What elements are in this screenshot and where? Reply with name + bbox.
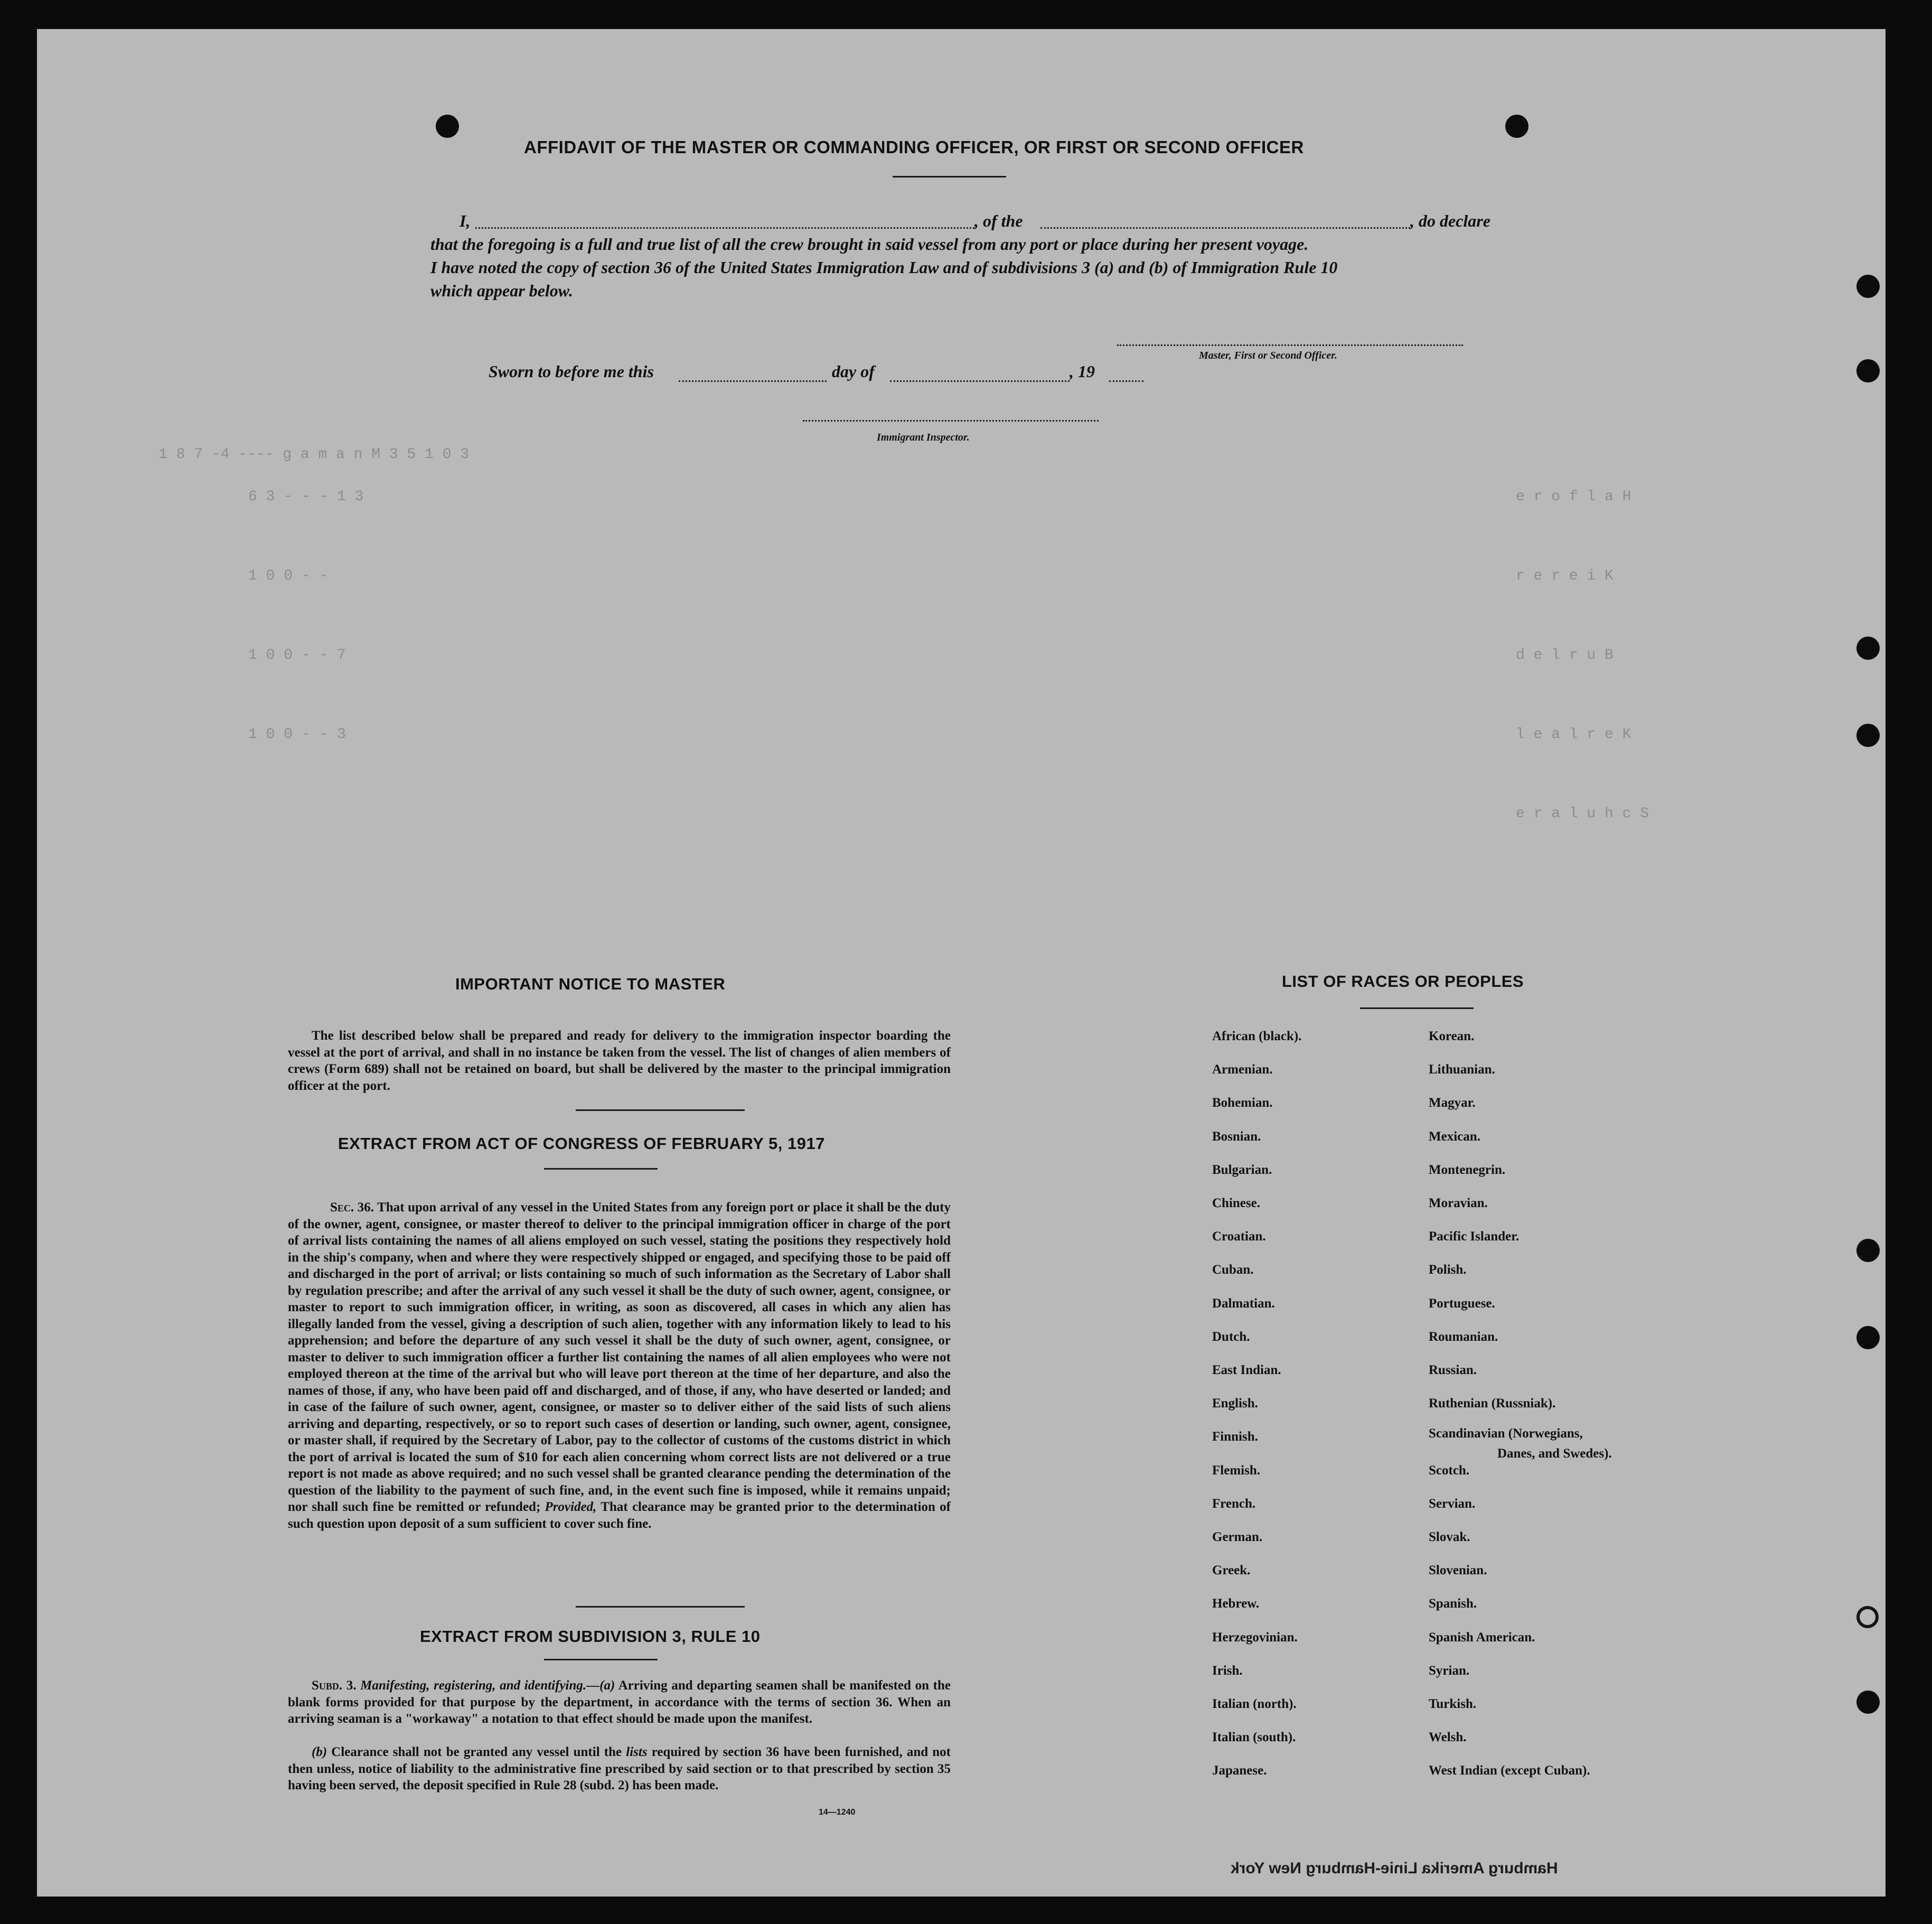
race-left-item: Bulgarian. bbox=[1212, 1162, 1272, 1177]
race-left-item: Irish. bbox=[1212, 1663, 1243, 1678]
rule-b-text-2: required by section 36 have been furnished, and not then unless, notice of liability to the administrative fine prescribed by said section or to that prescribed by section 35 having been served, the deposit specified in Rule 28 (subd. 2) has been made. bbox=[288, 1745, 951, 1792]
inspector-signature-line[interactable] bbox=[803, 420, 1099, 422]
race-right-item: Russian. bbox=[1429, 1363, 1477, 1377]
race-right-item: Scotch. bbox=[1429, 1463, 1470, 1478]
rule-text-a bbox=[288, 1677, 951, 1727]
sworn-date-blank[interactable] bbox=[679, 380, 827, 382]
race-left-item: Finnish. bbox=[1212, 1430, 1258, 1444]
bleed-through-marks: e r o f l a H bbox=[1516, 489, 1631, 505]
act-proviso-word: Provided, bbox=[545, 1500, 597, 1514]
rule-subd-label: Subd. 3. bbox=[312, 1678, 357, 1693]
master-signature-line[interactable] bbox=[1117, 344, 1463, 346]
affidavit-line-4: which appear below. bbox=[430, 281, 573, 300]
punch-hole bbox=[1856, 1690, 1880, 1714]
punch-hole bbox=[436, 115, 459, 138]
sworn-year-blank[interactable] bbox=[1109, 380, 1143, 382]
rule-title-rule bbox=[544, 1659, 658, 1660]
race-left-item: Herzegovinian. bbox=[1212, 1630, 1298, 1645]
document-page bbox=[37, 29, 1886, 1897]
affidavit-title-rule bbox=[893, 176, 1006, 178]
race-right-item: Scandinavian (Norwegians, bbox=[1429, 1426, 1583, 1441]
vessel-blank[interactable] bbox=[1040, 227, 1410, 229]
race-left-item: Italian (north). bbox=[1212, 1697, 1297, 1711]
race-right-item: Moravian. bbox=[1429, 1196, 1488, 1210]
bleed-through-marks: 1 0 0 - - 7 bbox=[248, 647, 346, 664]
act-title-rule bbox=[544, 1168, 658, 1170]
punch-hole bbox=[1856, 1239, 1880, 1262]
race-left-item: Italian (south). bbox=[1212, 1730, 1296, 1745]
race-right-item: Pacific Islander. bbox=[1429, 1229, 1520, 1244]
races-title-rule bbox=[1360, 1007, 1474, 1009]
bleed-through-marks: 1 0 0 - - bbox=[248, 568, 329, 584]
affidavit-of-the: , of the bbox=[974, 211, 1023, 230]
rule-a-label: —(a) bbox=[586, 1678, 615, 1693]
inspector-caption: Immigrant Inspector. bbox=[877, 432, 970, 443]
affidavit-line-3: I have noted the copy of section 36 of the United States Immigration Law and of subdivisions 3 (a) and (b) of Immigration Rule 10 bbox=[430, 258, 1338, 277]
affidavit-i: I, bbox=[459, 211, 471, 230]
race-left-item: French. bbox=[1212, 1496, 1256, 1511]
race-right-item: Polish. bbox=[1429, 1263, 1467, 1277]
race-left-item: Armenian. bbox=[1212, 1062, 1273, 1077]
notice-rule bbox=[576, 1109, 745, 1111]
race-right-item: Ruthenian (Russniak). bbox=[1429, 1396, 1556, 1411]
race-left-item: Flemish. bbox=[1212, 1463, 1260, 1478]
race-right-item: Roumanian. bbox=[1429, 1329, 1498, 1344]
race-left-item: African (black). bbox=[1212, 1029, 1302, 1043]
race-right-item: Montenegrin. bbox=[1429, 1162, 1506, 1177]
act-text bbox=[288, 1199, 951, 1532]
notice-title: IMPORTANT NOTICE TO MASTER bbox=[455, 975, 726, 993]
form-number: 14—1240 bbox=[819, 1808, 856, 1817]
race-left-item: English. bbox=[1212, 1396, 1258, 1411]
race-left-item: Croatian. bbox=[1212, 1229, 1266, 1244]
race-left-item: Japanese. bbox=[1212, 1763, 1267, 1778]
sworn-day-of: day of bbox=[832, 362, 875, 381]
sworn-text: Sworn to before me this bbox=[489, 362, 654, 381]
race-right-item: Slovenian. bbox=[1429, 1563, 1487, 1578]
races-title: LIST OF RACES OR PEOPLES bbox=[1282, 972, 1524, 991]
rule-text-b bbox=[288, 1744, 951, 1794]
race-right-item: West Indian (except Cuban). bbox=[1429, 1763, 1590, 1778]
rule-b-label: (b) bbox=[312, 1745, 327, 1759]
bleed-through-marks: d e l r u B bbox=[1516, 647, 1614, 664]
race-right-item: Portuguese. bbox=[1429, 1296, 1495, 1311]
act-body: That upon arrival of any vessel in the United States from any foreign port or place it shall be the duty of the owner, agent, consignee, or master thereof to deliver to the principal immigration officer in charge of the port of arrival lists containing the names of all aliens employed on such vessel, stating the positions they respectively hold in the ship's company, when and where they were respectively shipped or engaged, and specifying those to be paid off and discharged in the port of arrival; or lists containing so much of such information as the Secretary of Labor shall by regulation prescribe; and after the arrival of any such vessel it shall be the duty of such owner, agent, consignee, or master to report to such immigration officer, in writing, as soon as discovered, all cases in which any alien has illegally landed from the vessel, giving a description of such alien, together with any information likely to lead to his apprehension; and before the departure of any such vessel it shall be the duty of such owner, agent, consignee, or master to deliver to such immigration officer a further list containing the names of all alien employees who were not employed thereon at the time of the arrival but who will leave port thereon at the time of her departure, and also the names of those, if any, who have been paid off and discharged, and of those, if any, who have deserted or landed; and in case of the failure of such owner, agent, consignee, or master so to deliver either of the said lists of such aliens arriving and departing, respectively, or so to report such cases of desertion or landing, such owner, agent, consignee, or master shall, if required by the Secretary of Labor, pay to the collector of customs of the customs district in which the port of arrival is located the sum of $10 for each alien concerning whom correct lists are not delivered or a true report is not made as above required; and no such vessel shall be granted clearance pending the determination of the question of the liability to the payment of such fine, and, in the event such fine is imposed, while it remains unpaid; nor shall such fine be remitted or refunded; bbox=[288, 1200, 951, 1514]
race-right-item: Magyar. bbox=[1429, 1096, 1476, 1110]
rule-title: EXTRACT FROM SUBDIVISION 3, RULE 10 bbox=[420, 1627, 761, 1646]
act-sec-label: Sec. 36. bbox=[330, 1200, 374, 1215]
name-blank[interactable] bbox=[475, 227, 974, 229]
bleed-through-marks: r e r e i K bbox=[1516, 568, 1614, 584]
rule-a-text: Arriving and departing seamen shall be manifested on the blank forms provided for that purpose by the department, in accordance with the terms of section 36. When an arriving seaman is a "workaway" a notation to that effect should be made upon the manifest. bbox=[288, 1678, 951, 1726]
punch-hole bbox=[1856, 637, 1880, 660]
race-right-item: Turkish. bbox=[1429, 1697, 1477, 1711]
bleed-through-footer: Hamburg Amerika Linie-Hamburg New York bbox=[1231, 1860, 1558, 1877]
race-right-item: Welsh. bbox=[1429, 1730, 1467, 1745]
sworn-year: , 19 bbox=[1070, 362, 1095, 381]
affidavit-line-2: that the foregoing is a full and true list of all the crew brought in said vessel from any port or place during her present voyage. bbox=[430, 235, 1309, 254]
bleed-through-marks: l e a l r e K bbox=[1516, 726, 1631, 743]
race-left-item: Chinese. bbox=[1212, 1196, 1260, 1210]
race-right-item: Mexican. bbox=[1429, 1129, 1480, 1144]
race-left-item: Bosnian. bbox=[1212, 1129, 1261, 1144]
bleed-through-marks: 6 3 - - - 1 3 bbox=[248, 489, 364, 505]
race-left-item: Hebrew. bbox=[1212, 1596, 1260, 1611]
act-proviso-text: That clearance may be granted prior to the determination of such question upon deposit of a sum sufficient to cover such fine. bbox=[288, 1500, 951, 1531]
race-left-item: Cuban. bbox=[1212, 1263, 1254, 1277]
bleed-through-marks: 1 8 7 -4 ---- g a m a n M 3 5 1 0 3 bbox=[158, 446, 470, 463]
punch-hole bbox=[1856, 1606, 1879, 1628]
act-title: EXTRACT FROM ACT OF CONGRESS OF FEBRUARY 5, 1917 bbox=[338, 1134, 825, 1153]
race-left-item: Bohemian. bbox=[1212, 1096, 1273, 1110]
race-right-item: Lithuanian. bbox=[1429, 1062, 1495, 1077]
punch-hole bbox=[1856, 359, 1880, 382]
race-left-item: German. bbox=[1212, 1530, 1263, 1544]
punch-hole bbox=[1856, 724, 1880, 747]
punch-hole bbox=[1856, 275, 1880, 298]
race-left-item: East Indian. bbox=[1212, 1363, 1281, 1377]
bleed-through-marks: e r a l u h c S bbox=[1516, 806, 1649, 822]
race-right-item: Spanish American. bbox=[1429, 1630, 1535, 1645]
race-left-item: Dutch. bbox=[1212, 1329, 1250, 1344]
notice-text: The list described below shall be prepared and ready for delivery to the immigration inspector boarding the vessel at the port of arrival, and shall in no instance be taken from the vessel. The list of changes of alien members of crews (Form 689) shall not be retained on board, but shall be delivered by the master to the principal immigration officer at the port. bbox=[288, 1029, 951, 1093]
race-scandinavian-cont: Danes, and Swedes). bbox=[1497, 1446, 1612, 1461]
sworn-month-blank[interactable] bbox=[890, 380, 1070, 382]
rule-b-lists: lists bbox=[626, 1745, 648, 1759]
race-right-item: Servian. bbox=[1429, 1496, 1476, 1511]
race-right-item: Spanish. bbox=[1429, 1596, 1477, 1611]
rule-subd-heading: Manifesting, registering, and identifying. bbox=[360, 1678, 587, 1693]
affidavit-declare: , do declare bbox=[1410, 211, 1490, 230]
race-right-item: Korean. bbox=[1429, 1029, 1475, 1043]
punch-hole bbox=[1856, 1326, 1880, 1349]
affidavit-title: AFFIDAVIT OF THE MASTER OR COMMANDING OFFICER, OR FIRST OR SECOND OFFICER bbox=[524, 137, 1304, 157]
act-rule bbox=[576, 1606, 745, 1608]
master-caption: Master, First or Second Officer. bbox=[1199, 350, 1337, 361]
race-left-item: Dalmatian. bbox=[1212, 1296, 1275, 1311]
race-left-item: Greek. bbox=[1212, 1563, 1251, 1578]
bleed-through-marks: 1 0 0 - - 3 bbox=[248, 726, 346, 743]
rule-b-text-1: Clearance shall not be granted any vessel until the bbox=[331, 1745, 622, 1759]
race-right-item: Syrian. bbox=[1429, 1663, 1470, 1678]
punch-hole bbox=[1505, 115, 1528, 138]
race-right-item: Slovak. bbox=[1429, 1530, 1470, 1544]
